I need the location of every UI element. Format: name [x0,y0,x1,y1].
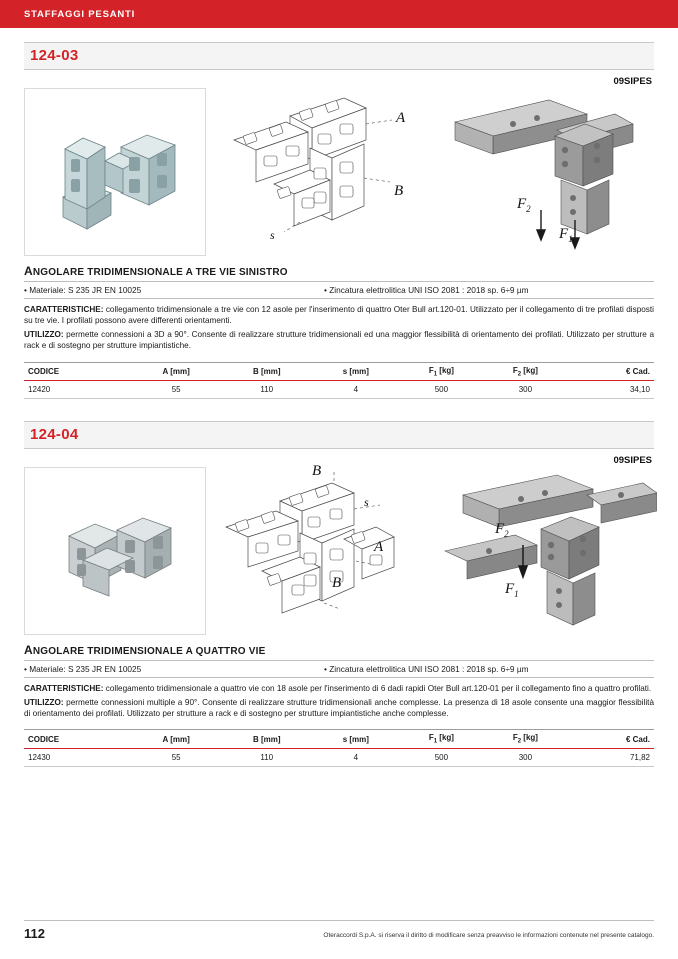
utilizzo-text-2: permette connessioni multiple a 90°. Consente di realizzare strutture tridimensionali anche complesse. La presenza di 18 asole consente una maggior flessibilità di orientamento dei profilati. Utilizzato per strutture a rack e di sostegno per strutture impiantistiche anche complesse. [24,697,654,719]
page-number: 112 [24,926,45,941]
th-s-2: s [mm] [312,730,399,749]
product-photo-frame-2 [24,467,206,635]
product-utilizzo-1 [24,329,654,352]
cell-f1: 500 [399,381,483,399]
cell-s-2: 4 [312,749,399,767]
cell-a-2: 55 [131,749,221,767]
caratteristiche-label-2: CARATTERISTICHE: [24,684,104,694]
cell-b-2: 110 [221,749,312,767]
page-body [0,42,678,767]
cell-price-2: 71,82 [567,749,654,767]
product-title-text: NGOLARE TRIDIMENSIONALE A TRE VIE SINISTRO [32,267,288,278]
utilizzo-text: permette connessioni a 3D a 90°. Consente di realizzare strutture tridimensionali ed una maggior flessibilità di orientamento dei profilati. Utilizzato per strutture a rack e di sostegno per strutture impiantistiche. [24,329,654,351]
drawing-label-a-2: A [374,539,384,556]
product-block-124-04 [24,421,654,767]
technical-drawing-1 [214,88,429,256]
drawing-label-a: A [396,110,406,126]
assembly-render-svg-2 [437,467,657,635]
th-codice-2: CODICE [24,730,131,749]
table-header-row-2 [24,730,654,749]
technical-drawing-svg-2 [214,467,429,635]
assembly-render-2 [437,467,657,635]
drawing-label-s: s [270,228,275,242]
page-footer [0,920,678,941]
product-title-initial: A [24,264,33,278]
product-table-1 [24,362,654,400]
th-price-2: € Cad. [567,730,654,749]
utilizzo-label-2: UTILIZZO: [24,697,64,707]
assembly-render-svg [437,88,657,256]
product-caratteristiche-2 [24,683,654,694]
table-row [24,749,654,767]
cell-b: 110 [221,381,312,399]
product-spec-row-2 [24,661,654,678]
th-b: B [mm] [221,362,312,381]
cell-s: 4 [312,381,399,399]
header-title: STAFFAGGI PESANTI [24,8,136,20]
table-header-row [24,362,654,381]
caratteristiche-label: CARATTERISTICHE: [24,305,104,314]
force-label-f1: $F_1$ [559,226,573,244]
th-a: A [mm] [131,362,221,381]
product-table-2 [24,729,654,767]
th-f1: $F_1$ [kg] [399,362,483,381]
caratteristiche-text: collegamento tridimensionale a tre vie con 12 asole per l'inserimento di quattro Oter Bull art.120-01. Utilizzato per il collegamento di tre profilati disposti su tre vie. I profilati possono avere differenti orientamenti. [24,305,654,326]
product-spec-row-1 [24,282,654,299]
spec-material: • Materiale: S 235 JR EN 10025 [24,285,142,295]
force-label-f1-2: $F_1$ [505,581,519,600]
drawing-label-s-2: s [364,495,369,510]
product-title-text-2: NGOLARE TRIDIMENSIONALE A QUATTRO VIE [32,646,266,658]
th-f2-2: $F_2$ [kg] [483,730,567,749]
spec-coating: • Zincatura elettrolitica UNI ISO 2081 : 2018 sp. 6÷9 µm [324,285,529,295]
figures-row [24,88,654,258]
technical-drawing-2 [214,463,429,635]
drawing-label-b-top: B [312,463,322,480]
th-f2: $F_2$ [kg] [483,362,567,381]
figures-row-2 [24,463,654,637]
cell-price: 34,10 [567,381,654,399]
product-code-row [24,42,654,70]
product-title-initial-2: A [24,643,33,658]
product-caratteristiche-1 [24,304,654,327]
utilizzo-label: UTILIZZO: [24,329,64,339]
product-brand: 09SIPES [613,76,652,87]
force-label-f2: $F_2$ [517,196,531,214]
page-header-bar [0,0,678,28]
th-f1-2: $F_1$ [kg] [399,730,483,749]
th-s: s [mm] [312,362,399,381]
force-label-f2-2: $F_2$ [495,521,509,540]
th-price: € Cad. [567,362,654,381]
product-block-124-03 [24,42,654,399]
product-brand-2: 09SIPES [613,455,652,467]
product-photo-frame [24,88,206,256]
product-photo-image [25,89,205,255]
assembly-render-1 [437,88,657,256]
spec-coating-2: • Zincatura elettrolitica UNI ISO 2081 : 2018 sp. 6÷9 µm [324,664,529,675]
cell-codice-2: 12430 [24,749,131,767]
product-code-2: 124-04 [30,426,79,444]
product-title-1 [24,264,654,282]
cell-f2: 300 [483,381,567,399]
product-utilizzo-2 [24,697,654,720]
spec-material-2: • Materiale: S 235 JR EN 10025 [24,664,142,675]
product-title-2 [24,643,654,661]
product-code: 124-03 [30,47,79,64]
th-b-2: B [mm] [221,730,312,749]
drawing-label-b-bottom: B [332,575,342,592]
cell-codice: 12420 [24,381,131,399]
th-codice: CODICE [24,362,131,381]
caratteristiche-text-2: collegamento tridimensionale a quattro vie con 18 asole per l'inserimento di 6 dadi rapidi Oter Bull art.120-01 per il collegamento fino a quattro profilati. [103,684,652,694]
cell-a: 55 [131,381,221,399]
th-a-2: A [mm] [131,730,221,749]
cell-f1-2: 500 [399,749,483,767]
footer-disclaimer: Oteraccordi S.p.A. si riserva il diritto di modificare senza preavviso le informazioni contenute nel presente catalogo. [323,932,654,939]
cell-f2-2: 300 [483,749,567,767]
table-row [24,381,654,399]
drawing-label-b: B [394,183,404,199]
product-photo-image-2 [25,468,205,634]
product-code-row-2 [24,421,654,449]
footer-divider [24,920,654,921]
